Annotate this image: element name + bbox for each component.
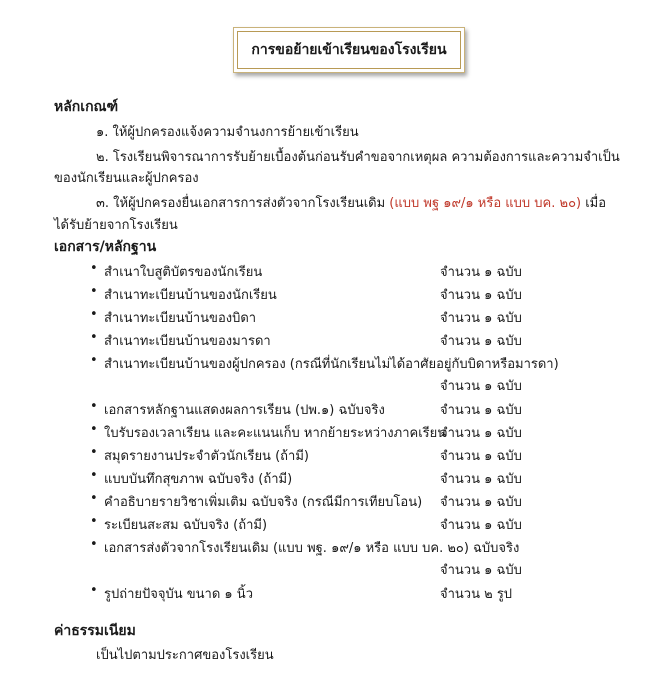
document-quantity: จำนวน ๑ ฉบับ [440, 449, 522, 464]
page-title: การขอย้ายเข้าเรียนของโรงเรียน [233, 27, 465, 73]
document-item [90, 583, 560, 603]
document-quantity: จำนวน ๑ ฉบับ [440, 472, 522, 487]
bullet-icon: • [90, 514, 98, 529]
criteria-item-3-prefix: ๓. ให้ผู้ปกครองยื่นเอกสารการส่งตัวจากโรงเรียนเดิม [96, 196, 390, 211]
document-item [90, 261, 560, 281]
document-name: สำเนาใบสูติบัตรของนักเรียน [104, 265, 263, 280]
document-item [90, 422, 560, 442]
document-item [90, 445, 560, 465]
document-item [90, 468, 560, 488]
document-quantity: จำนวน ๒ รูป [440, 587, 513, 602]
document-item [90, 537, 560, 557]
document-quantity: จำนวน ๑ ฉบับ [440, 288, 522, 303]
document-name: สำเนาทะเบียนบ้านของนักเรียน [104, 288, 277, 303]
criteria-item-3-line-1 [96, 192, 606, 213]
criteria-item-3-line-2: ได้รับย้ายจากโรงเรียน [54, 218, 178, 233]
document-quantity: จำนวน ๑ ฉบับ [440, 495, 522, 510]
bullet-icon: • [90, 445, 98, 460]
document-name: สำเนาทะเบียนบ้านของบิดา [104, 311, 257, 326]
bullet-icon: • [90, 583, 98, 598]
bullet-icon: • [90, 284, 98, 299]
document-name: สำเนาทะเบียนบ้านของมารดา [104, 334, 271, 349]
criteria-item-3-suffix: เมื่อ [581, 196, 607, 211]
bullet-icon: • [90, 399, 98, 414]
document-name: คำอธิบายรายวิชาเพิ่มเติม ฉบับจริง (กรณีมีการเทียบโอน) [104, 495, 423, 510]
document-name: ระเบียนสะสม ฉบับจริง (ถ้ามี) [104, 518, 268, 533]
criteria-item-3-form-ref: (แบบ พฐ ๑๙/๑ หรือ แบบ บค. ๒๐) [389, 196, 582, 211]
bullet-icon: • [90, 261, 98, 276]
document-item [90, 330, 560, 350]
bullet-icon: • [90, 353, 98, 368]
criteria-heading: หลักเกณฑ์ [54, 99, 119, 115]
criteria-item-2-line-1: ๒. โรงเรียนพิจารณาการรับย้ายเบื้องต้นก่อนรับคำขอจากเหตุผล ความต้องการและความจำเป็น [96, 150, 620, 165]
fee-heading: ค่าธรรมเนียม [54, 623, 136, 639]
document-name: สมุดรายงานประจำตัวนักเรียน (ถ้ามี) [104, 449, 309, 464]
document-quantity: จำนวน ๑ ฉบับ [440, 265, 522, 280]
document-item [90, 307, 560, 327]
document-quantity: จำนวน ๑ ฉบับ [440, 426, 522, 441]
bullet-icon: • [90, 468, 98, 483]
document-quantity: จำนวน ๑ ฉบับ [440, 563, 522, 578]
document-name: รูปถ่ายปัจจุบัน ขนาด ๑ นิ้ว [104, 587, 253, 602]
document-quantity: จำนวน ๑ ฉบับ [440, 379, 522, 394]
bullet-icon: • [90, 422, 98, 437]
bullet-icon: • [90, 491, 98, 506]
document-item [90, 284, 560, 304]
document-item [90, 514, 560, 534]
document-name: แบบบันทึกสุขภาพ ฉบับจริง (ถ้ามี) [104, 472, 293, 487]
bullet-icon: • [90, 307, 98, 322]
fee-text: เป็นไปตามประกาศของโรงเรียน [96, 648, 274, 663]
documents-heading: เอกสาร/หลักฐาน [54, 239, 157, 255]
document-name: ใบรับรองเวลาเรียน และคะแนนเก็บ หากย้ายระหว่างภาคเรียน [104, 426, 447, 441]
criteria-item-1: ๑. ให้ผู้ปกครองแจ้งความจำนงการย้ายเข้าเรียน [96, 125, 359, 140]
document-quantity: จำนวน ๑ ฉบับ [440, 311, 522, 326]
document-quantity: จำนวน ๑ ฉบับ [440, 334, 522, 349]
document-item [90, 353, 560, 373]
bullet-icon: • [90, 330, 98, 345]
document-name: เอกสารส่งตัวจากโรงเรียนเดิม (แบบ พฐ. ๑๙/๑ หรือ แบบ บค. ๒๐) ฉบับจริง [104, 541, 520, 556]
document-name: สำเนาทะเบียนบ้านของผู้ปกครอง (กรณีที่นักเรียนไม่ได้อาศัยอยู่กับบิดาหรือมารดา) [104, 357, 559, 372]
document-item [90, 399, 560, 419]
bullet-icon: • [90, 537, 98, 552]
document-quantity: จำนวน ๑ ฉบับ [440, 403, 522, 418]
document-quantity: จำนวน ๑ ฉบับ [440, 518, 522, 533]
document-name: เอกสารหลักฐานแสดงผลการเรียน (ปพ.๑) ฉบับจริง [104, 403, 385, 418]
criteria-item-2-line-2: ของนักเรียนและผู้ปกครอง [54, 171, 199, 186]
document-item [90, 491, 560, 511]
